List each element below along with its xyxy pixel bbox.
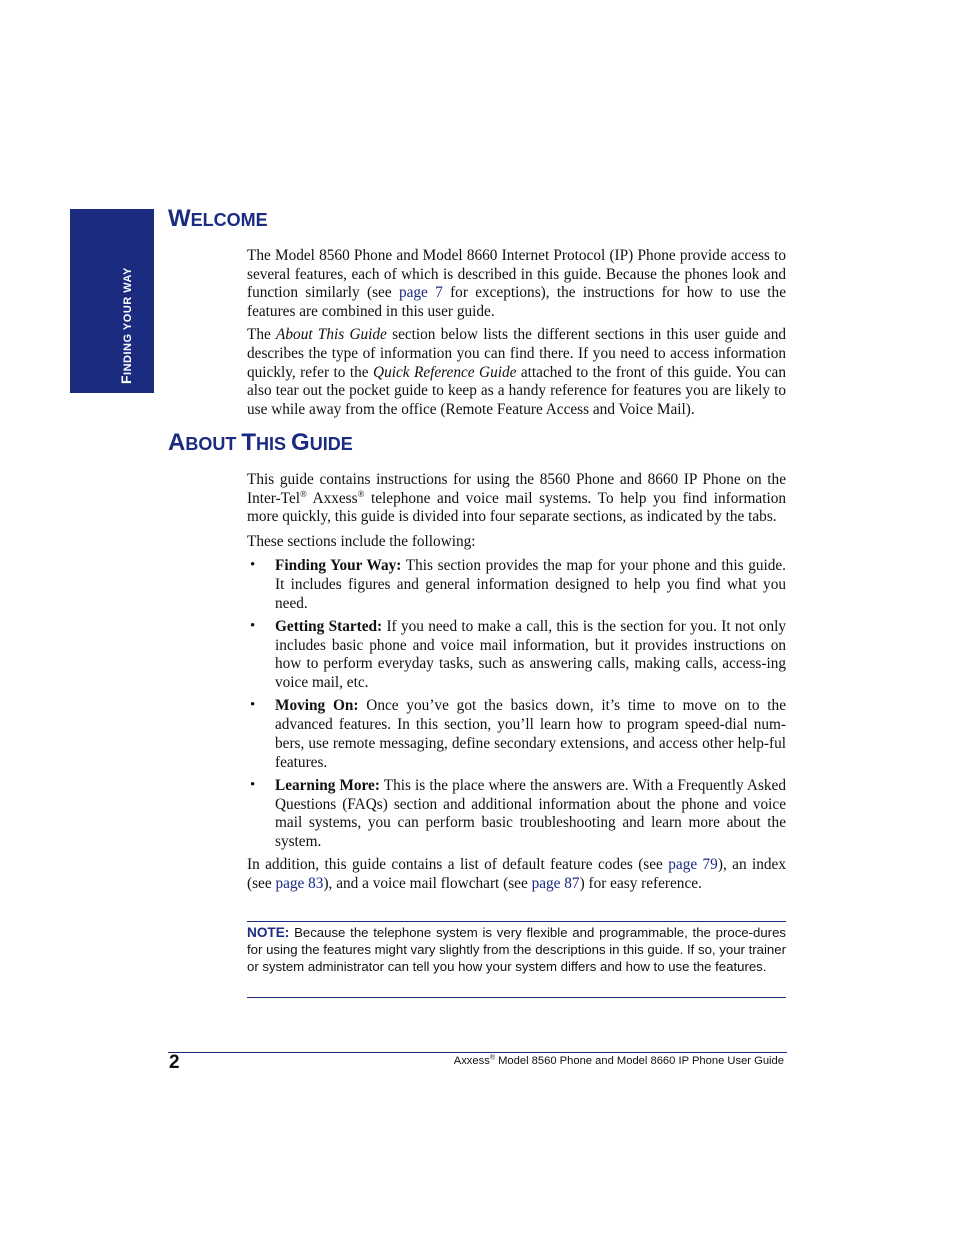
note-box bbox=[247, 921, 786, 998]
sections-list bbox=[247, 557, 786, 851]
note-text: Because the telephone system is very flexible and programmable, the proce-dures for using the features might vary slightly from the descriptions in this guide. If so, your trainer or system administrator can tell you how your system differs and how to use the features. bbox=[247, 925, 786, 974]
welcome-paragraph-2: The About This Guide section below lists the different sections in this user guide and describes the type of information you can find there. If you need to access information quickly, refer to the Quick Reference Guide attached to the front of this guide. You can also tear out the pocket guide to keep as a handy reference for features you are likely to use while away from the office (Remote Feature Access and Voice Mail). bbox=[247, 326, 787, 419]
footer-title: Axxess® Model 8560 Phone and Model 8660 IP Phone User Guide bbox=[453, 1054, 784, 1067]
list-item: • Getting Started: If you need to make a call, this is the section for you. It not only includes basic phone and voice mail information, but it provides instructions on how to perform everyday tasks, such as answering calls, making calls, access-ing voice mail, etc. bbox=[250, 618, 786, 692]
page-83-link[interactable]: page 83 bbox=[275, 874, 324, 892]
page-79-link[interactable]: page 79 bbox=[668, 856, 718, 874]
section-tab bbox=[70, 209, 154, 393]
list-item: • Learning More: This is the place where the answers are. With a Frequently Asked Questions (FAQs) section and additional information about the phone and voice mail systems, you can perform basic troubleshooting and learn more about the system. bbox=[250, 776, 786, 850]
page-number: 2 bbox=[169, 1052, 180, 1073]
list-item: • Finding Your Way: This section provides the map for your phone and this guide. It includes figures and general information designed to help you find what you need. bbox=[250, 557, 786, 612]
about-paragraph-3: In addition, this guide contains a list of default feature codes (see page 79), an index (see page 83), and a voice mail flowchart (see page 87) for easy reference. bbox=[247, 856, 786, 892]
section-tab-label: FINDING YOUR WAY bbox=[118, 267, 134, 384]
footer-divider bbox=[168, 1052, 787, 1053]
about-paragraph-1: This guide contains instructions for using the 8560 Phone and 8660 IP Phone on the Inter-Tel® Axxess® telephone and voice mail systems. To help you find information more quickly, this guide is divided into four separate sections, as indicated by the tabs. bbox=[247, 471, 786, 526]
about-body bbox=[247, 471, 786, 894]
note-label: NOTE: bbox=[247, 925, 290, 940]
list-item: • Moving On: Once you’ve got the basics down, it’s time to move on to the advanced features. In this section, you’ll learn how to program speed-dial num-bers, use remote messaging, define secondary extensions, and access other help-ful features. bbox=[250, 697, 786, 771]
about-heading: ABOUT THIS GUIDE bbox=[168, 429, 353, 456]
page-7-link[interactable]: page 7 bbox=[398, 284, 443, 302]
page-87-link[interactable]: page 87 bbox=[531, 874, 580, 892]
about-paragraph-2: These sections include the following: bbox=[247, 532, 476, 550]
welcome-paragraph-1: The Model 8560 Phone and Model 8660 Internet Protocol (IP) Phone provide access to several features, each of which is described in this guide. Because the phones look and function similarly (see page 7 for exceptions), the instructions for how to use the features are combined in this user guide. bbox=[247, 247, 786, 321]
welcome-body bbox=[247, 247, 786, 420]
welcome-heading: WELCOME bbox=[168, 205, 268, 232]
